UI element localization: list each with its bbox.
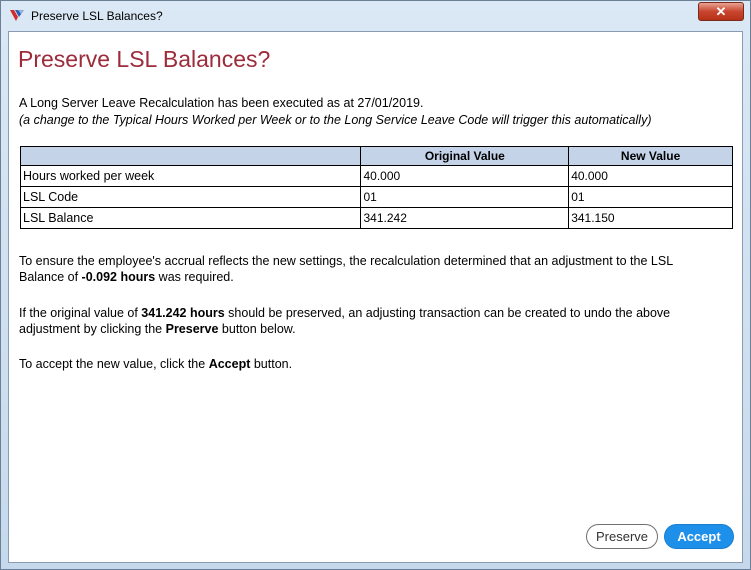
preserve-button[interactable]: Preserve	[586, 524, 658, 549]
paragraph-text: adjustment by clicking the	[19, 322, 166, 336]
table-row	[21, 208, 733, 229]
close-button[interactable]	[698, 2, 744, 21]
intro-text: A Long Server Leave Recalculation has been executed as at 27/01/2019.	[19, 96, 424, 110]
accept-keyword: Accept	[208, 357, 251, 371]
new-value: 01	[569, 187, 733, 208]
window-title: Preserve LSL Balances?	[31, 9, 163, 23]
paragraph-text: To ensure the employee's accrual reflects the new settings, the recalculation determined that an adjustment to the LSL	[19, 254, 674, 268]
accept-paragraph	[19, 356, 292, 372]
adjustment-amount: -0.092 hours	[81, 270, 156, 284]
title-bar	[1, 1, 750, 31]
preserve-paragraph	[19, 305, 670, 337]
paragraph-text: To accept the new value, click the	[19, 357, 209, 371]
preserve-keyword: Preserve	[165, 322, 219, 336]
paragraph-text: Balance of	[19, 270, 82, 284]
adjustment-paragraph	[19, 253, 673, 285]
paragraph-text: was required.	[155, 270, 234, 284]
app-logo-icon	[9, 9, 25, 23]
accept-button[interactable]: Accept	[664, 524, 734, 549]
column-header	[21, 147, 361, 166]
original-value: 01	[361, 187, 569, 208]
balances-table	[20, 146, 733, 229]
paragraph-text: If the original value of	[19, 306, 142, 320]
original-value: 341.242	[361, 208, 569, 229]
dialog-heading: Preserve LSL Balances?	[18, 46, 271, 72]
row-label: LSL Balance	[21, 208, 361, 229]
row-label: Hours worked per week	[21, 166, 361, 187]
table-header-row	[21, 147, 733, 166]
original-value: 40.000	[361, 166, 569, 187]
row-label: LSL Code	[21, 187, 361, 208]
new-value: 40.000	[569, 166, 733, 187]
column-header-original: Original Value	[361, 147, 569, 166]
column-header-new: New Value	[569, 147, 733, 166]
table-row	[21, 166, 733, 187]
dialog-content	[8, 31, 743, 563]
paragraph-text: should be preserved, an adjusting transaction can be created to undo the above	[224, 306, 671, 320]
close-icon: ✕	[715, 4, 727, 19]
paragraph-text: button.	[250, 357, 293, 371]
paragraph-text: button below.	[218, 322, 296, 336]
table-row	[21, 187, 733, 208]
original-hours: 341.242 hours	[141, 306, 225, 320]
intro-note: (a change to the Typical Hours Worked per Week or to the Long Service Leave Code will trigger this automatically)	[19, 113, 652, 127]
new-value: 341.150	[569, 208, 733, 229]
